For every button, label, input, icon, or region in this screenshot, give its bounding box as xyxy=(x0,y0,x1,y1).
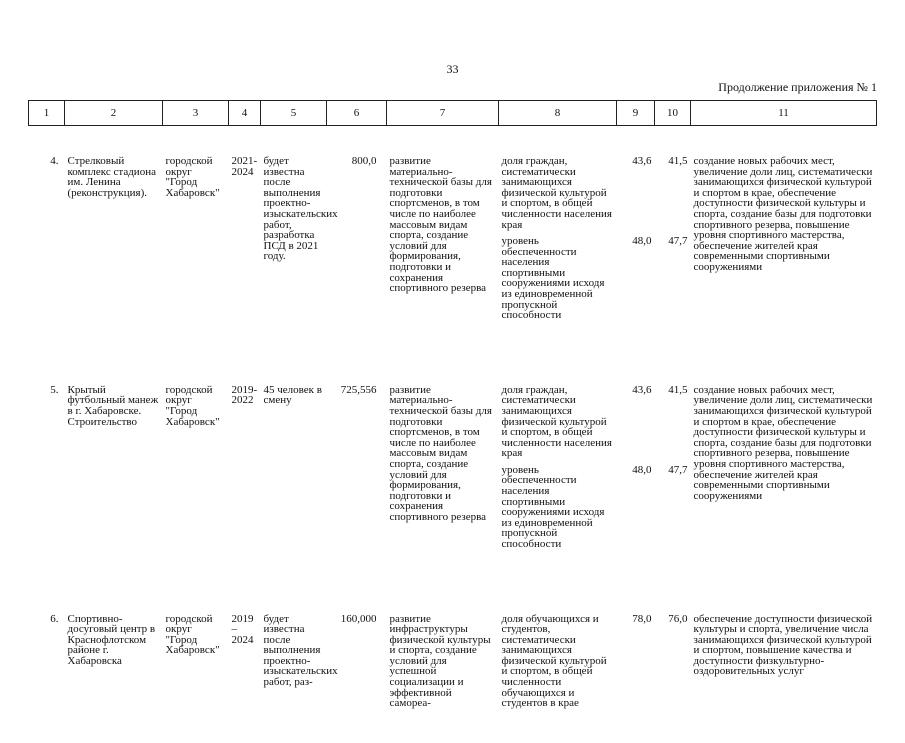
period: 2019 – 2024 xyxy=(231,612,254,646)
object-name: Спортивно-досуговый центр в Краснофлотском районе г. Хабаровска xyxy=(67,612,156,667)
continuation-label: Продолжение приложения № 1 xyxy=(718,80,877,94)
value-col9 xyxy=(617,355,655,584)
value-9b: 48,0 xyxy=(632,235,652,247)
value-9a: 43,6 xyxy=(632,383,652,396)
value-col10 xyxy=(655,126,691,355)
indicator-primary: доля граждан, систематически занимающихся физической культурой и спортом, в общей численности населения края xyxy=(501,383,612,460)
value-col10 xyxy=(655,355,691,584)
value-col9 xyxy=(617,126,655,355)
column-header: 5 xyxy=(261,101,327,126)
table-row xyxy=(29,584,877,743)
column-header: 10 xyxy=(655,101,691,126)
value-9a: 43,6 xyxy=(632,155,652,167)
value-col10 xyxy=(655,584,691,743)
effect: создание новых рабочих мест, увеличение доли лиц, систематически занимающихся физической культурой и спортом в крае, обеспечение доступности физической культуры и спорта, создание базы для подготовки спортивного резерва, повышение уровня спортивного мастерства, обеспечение жителей края современными спортивными сооружениями xyxy=(693,155,873,273)
period: 2021-2024 xyxy=(231,155,258,178)
goal: развитие материально-технической базы для подготовки спортсменов, в том числе по наиболее массовым видам спорта, создание условий для формирования, подготовки и сохранения спортивного резерва xyxy=(389,155,492,295)
effect: создание новых рабочих мест, увеличение доли лиц, систематически занимающихся физической культурой и спортом в крае, обеспечение доступности физической культуры и спорта, создание базы для подготовки спортивного резерва, повышение уровня спортивного мастерства, обеспечение жителей края современными спортивными сооружениями xyxy=(693,383,873,502)
page-number: 33 xyxy=(446,62,459,76)
column-header: 9 xyxy=(617,101,655,126)
program-table xyxy=(28,100,877,743)
column-header: 1 xyxy=(29,101,65,126)
row-number: 5. xyxy=(50,383,59,396)
indicators xyxy=(499,355,617,584)
row-number: 6. xyxy=(50,612,59,625)
amount: 160,000 xyxy=(340,612,377,625)
goal: развитие инфраструктуры физической культуры и спорта, создание условий для успешной социализации и эффективной самореа- xyxy=(389,612,491,710)
column-header: 7 xyxy=(387,101,499,126)
column-header: 2 xyxy=(65,101,163,126)
location: городской округ "Город Хабаровск" xyxy=(165,612,220,657)
capacity: будет известна после выполнения проектно-изыскательских работ, разработка ПСД в 2021 году. xyxy=(263,155,338,263)
location: городской округ "Город Хабаровск" xyxy=(165,155,220,199)
column-header: 3 xyxy=(163,101,229,126)
indicators xyxy=(499,126,617,355)
table-row xyxy=(29,355,877,584)
indicator-primary: доля граждан, систематически занимающихся физической культурой и спортом, в общей численности населения края xyxy=(501,155,612,231)
indicator-primary: доля обучающихся и студентов, систематически занимающихся физической культурой и спортом, в общей численности обучающихся и студентов в крае xyxy=(501,612,607,710)
capacity: будет известна после выполнения проектно-изыскательских работ, раз- xyxy=(263,612,338,689)
value-10a: 76,0 xyxy=(668,612,688,625)
value-10a: 41,5 xyxy=(668,155,688,167)
value-9b: 48,0 xyxy=(632,463,652,476)
column-header: 11 xyxy=(691,101,877,126)
goal: развитие материально-технической базы для подготовки спортсменов, в том числе по наиболее массовым видам спорта, создание условий для формирования, подготовки и сохранения спортивного резерва xyxy=(389,383,492,523)
amount: 800,0 xyxy=(351,155,377,167)
column-header: 4 xyxy=(229,101,261,126)
effect: обеспечение доступности физической культуры и спорта, увеличение числа занимающихся физической культурой и спортом, повышение качества и доступности физкультурно-оздоровительных услуг xyxy=(693,612,873,678)
object-name: Стрелковый комплекс стадиона им. Ленина (реконструкция). xyxy=(67,155,156,199)
column-number-row xyxy=(29,101,877,126)
location: городской округ "Город Хабаровск" xyxy=(165,383,220,428)
capacity: 45 человек в смену xyxy=(263,383,322,407)
indicator-secondary: уровень обеспеченности населения спортивными сооружениями исходя из единовременной пропускной способности xyxy=(501,235,605,322)
value-9a: 78,0 xyxy=(632,612,652,625)
column-header: 8 xyxy=(499,101,617,126)
row-number: 4. xyxy=(50,155,59,167)
table-row xyxy=(29,126,877,355)
indicator-secondary: уровень обеспеченности населения спортивными сооружениями исходя из единовременной пропускной способности xyxy=(501,463,605,550)
value-10b: 47,7 xyxy=(668,235,688,247)
column-header: 6 xyxy=(327,101,387,126)
period: 2019-2022 xyxy=(231,383,258,407)
object-name: Крытый футбольный манеж в г. Хабаровске. Строительство xyxy=(67,383,159,428)
indicators xyxy=(499,584,617,743)
value-10b: 47,7 xyxy=(668,463,688,476)
value-col9 xyxy=(617,584,655,743)
value-10a: 41,5 xyxy=(668,383,688,396)
amount: 725,556 xyxy=(340,383,377,396)
